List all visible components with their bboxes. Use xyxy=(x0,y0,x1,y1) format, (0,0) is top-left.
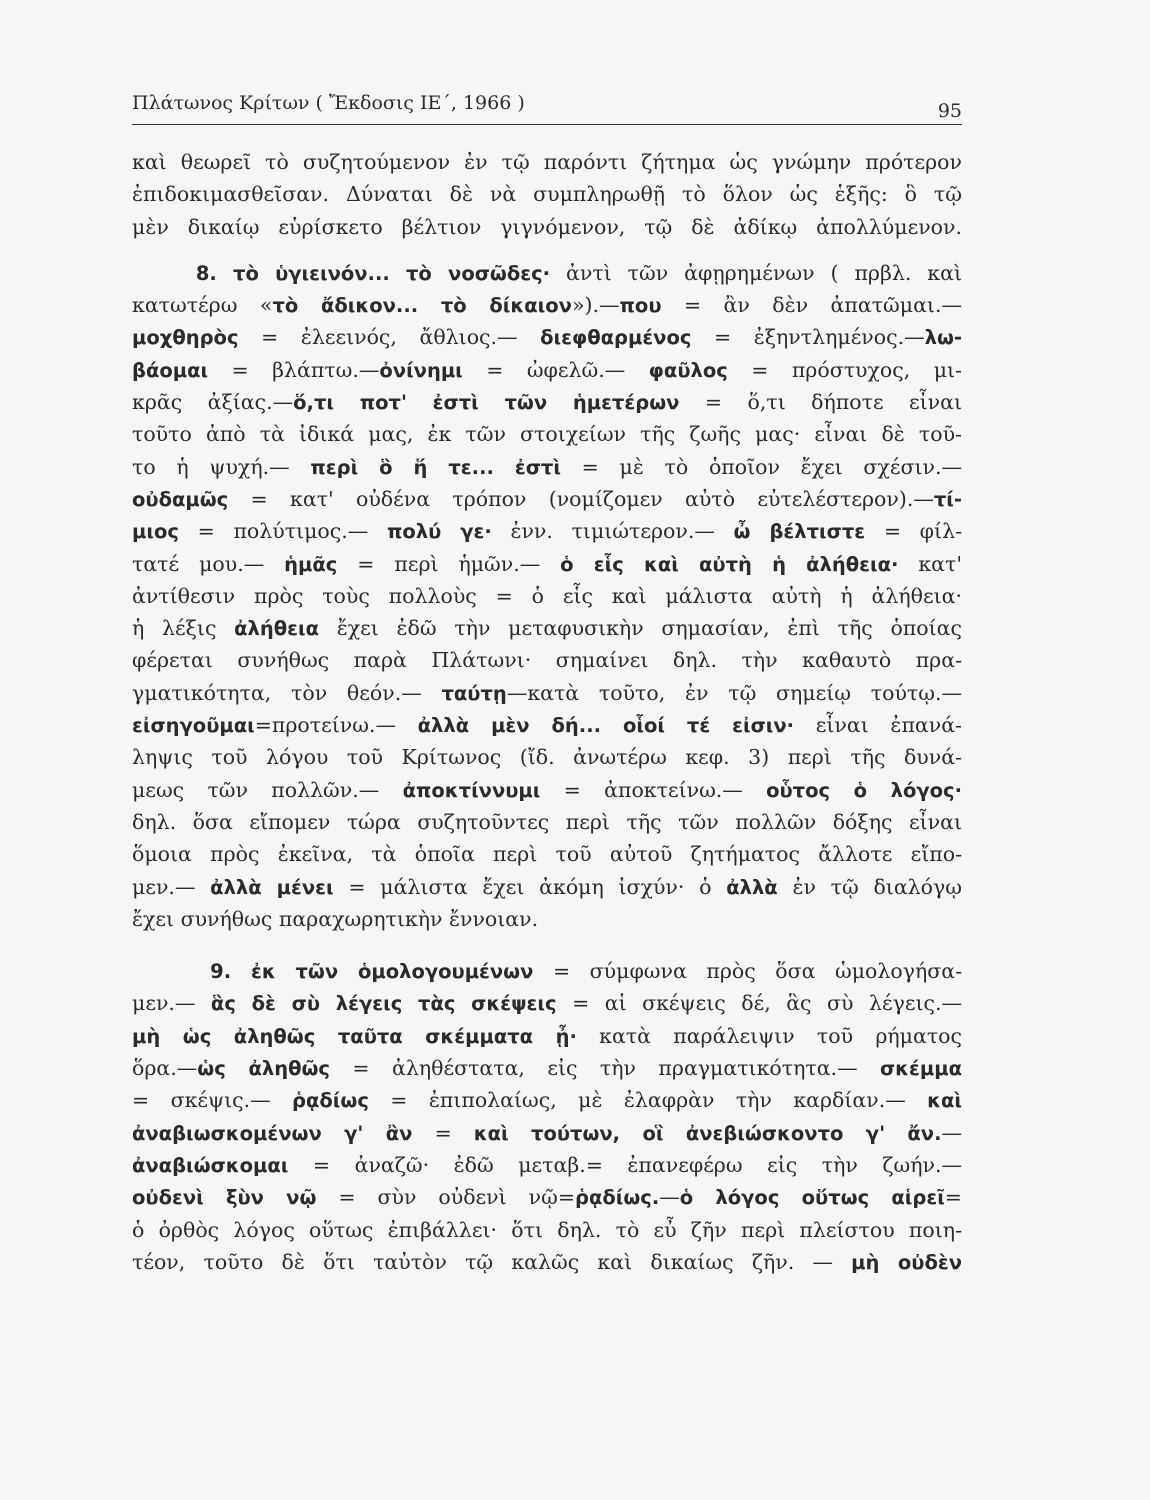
gloss-text: ἔχει ἐδῶ τὴν μεταφυσικὴν σημασίαν, ἐπὶ τῆς ὁποίας xyxy=(319,616,962,641)
gloss-text: = κατ' οὐδένα τρόπον (νομίζομεν αὐτὸ εὐτελέστερον).— xyxy=(228,486,934,511)
running-header xyxy=(132,88,962,125)
gloss-text: — xyxy=(941,1120,962,1145)
gloss-text: »).— xyxy=(571,293,620,318)
gloss-text: ὁ ὀρθὸς λόγος οὕτως ἐπιβάλλει· ὅτι δηλ. τὸ εὖ ζῆν περὶ πλείστου ποιη- xyxy=(132,1217,962,1242)
lemma-term: ἀλήθεια xyxy=(234,617,320,641)
lemma-term: ῥᾳδίως. xyxy=(575,1186,660,1210)
text-line xyxy=(132,903,962,935)
gloss-text xyxy=(132,959,210,983)
gloss-text: =προτείνω.— xyxy=(254,713,418,738)
gloss-text: το ἡ ψυχή.— xyxy=(132,454,311,479)
text-line xyxy=(132,257,962,289)
lemma-term: ῥᾳδίως xyxy=(292,1089,369,1113)
text-line xyxy=(132,146,962,178)
lemma-term: ταύτῃ xyxy=(441,681,507,705)
text-line xyxy=(132,211,962,243)
gloss-text: = ἐξηντλημένος.— xyxy=(691,325,925,350)
gloss-text: — xyxy=(659,1185,680,1210)
text-line xyxy=(132,838,962,870)
text-line xyxy=(132,987,962,1019)
text-line xyxy=(132,1117,962,1149)
running-title: Πλάτωνος Κρίτων ( Ἔκδοσις ΙΕ΄, 1966 ) xyxy=(132,92,525,114)
gloss-text: ἐνν. τιμιώτερον.— xyxy=(491,519,734,544)
text-line xyxy=(132,178,962,210)
gloss-text: = αἱ σκέψεις δέ, ἃς σὺ λέγεις.— xyxy=(556,991,962,1016)
gloss-text: = ἀληθέστατα, εἰς τὴν πραγματικότητα.— xyxy=(329,1056,880,1081)
text-line xyxy=(132,515,962,547)
gloss-text: κατωτέρω « xyxy=(132,293,273,318)
text-line xyxy=(132,386,962,418)
gloss-text: = σύμφωνα πρὸς ὅσα ὡμολογήσα- xyxy=(533,959,962,984)
gloss-text: = ὠφελῶ.— xyxy=(462,357,649,382)
lemma-term: ἀναβιωσκομένων γ' ἂν xyxy=(132,1121,413,1145)
gloss-text: = μάλιστα ἔχει ἀκόμη ἰσχύν· ὁ xyxy=(333,874,727,899)
gloss-text: ἐν τῷ διαλόγῳ xyxy=(777,874,962,899)
text-line xyxy=(132,1246,962,1278)
gloss-text: = πρόστυχος, μι- xyxy=(727,357,962,382)
text-line xyxy=(132,741,962,773)
gloss-text: ὅρα.— xyxy=(132,1056,198,1081)
lemma-term: ἃς δὲ σὺ λέγεις τὰς σκέψεις xyxy=(210,992,557,1016)
lemma-term: ὅ,τι ποτ' ἐστὶ τῶν ἡμετέρων xyxy=(293,391,680,415)
text-line xyxy=(132,321,962,353)
lemma-term: ὁ εἷς καὶ αὐτὴ ἡ ἀλήθεια· xyxy=(560,552,899,576)
lemma-term: οὐδενὶ ξὺν νῷ xyxy=(132,1186,317,1210)
gloss-text: = πολύτιμος.— xyxy=(178,519,387,544)
lemma-term: βάομαι xyxy=(132,358,209,382)
gloss-text: = ἐπιπολαίως, μὲ ἐλαφρὰν τὴν καρδίαν.— xyxy=(368,1088,928,1113)
lemma-term: καὶ τούτων, οἳ ἀνεβιώσκοντο γ' ἄν. xyxy=(473,1121,942,1145)
lemma-term: εἰσηγοῦμαι xyxy=(132,714,255,738)
gloss-text: ἡ λέξις xyxy=(132,616,235,641)
text-line xyxy=(132,1020,962,1052)
gloss-text: μὲν δικαίῳ εὑρίσκετο βέλτιον γιγνόμενον, τῷ δὲ ἀδίκῳ ἀπολλύμενον. xyxy=(132,214,962,239)
gloss-text: = xyxy=(412,1120,474,1145)
gloss-text: ληψις τοῦ λόγου τοῦ Κρίτωνος (ἴδ. ἀνωτέρω κεφ. 3) περὶ τῆς δυνά- xyxy=(132,745,962,770)
gloss-text: μεν.— xyxy=(132,874,211,899)
gloss-text: τοῦτο ἀπὸ τὰ ἰδικά μας, ἐκ τῶν στοιχείων τῆς ζωῆς μας· εἶναι δὲ τοῦ- xyxy=(132,422,962,447)
gloss-text: = ἀναζῶ· ἐδῶ μεταβ.= ἐπανεφέρω εἰς τὴν ζωήν.— xyxy=(288,1152,962,1177)
text-line xyxy=(132,677,962,709)
lemma-term: ἀναβιώσκομαι xyxy=(132,1153,289,1177)
gloss-text xyxy=(132,261,196,285)
gloss-text: ἀντὶ τῶν ἀφῃρημένων ( πρβλ. καὶ xyxy=(550,260,962,285)
lemma-term: μὴ ὡς ἀληθῶς ταῦτα σκέμματα ᾖ· xyxy=(132,1024,577,1048)
lemma-term: μοχθηρὸς xyxy=(132,326,239,350)
lemma-term: μὴ οὐδὲν xyxy=(851,1250,962,1274)
gloss-text: μεν.— xyxy=(132,991,211,1016)
gloss-text: δηλ. ὅσα εἴπομεν τώρα συζητοῦντες περὶ τῆς τῶν πολλῶν δόξης εἶναι xyxy=(132,809,962,834)
text-line xyxy=(132,483,962,515)
gloss-text: = μὲ τὸ ὁποῖον ἔχει σχέσιν.— xyxy=(560,454,962,479)
gloss-text: ἐπιδοκιμασθεῖσαν. Δύναται δὲ νὰ συμπληρωθῇ τὸ ὅλον ὡς ἑξῆς: ὃ τῷ xyxy=(132,182,962,207)
text-line xyxy=(132,451,962,483)
text-line xyxy=(132,1149,962,1181)
text-line xyxy=(132,289,962,321)
gloss-text: ἔχει συνήθως παραχωρητικὴν ἔννοιαν. xyxy=(132,906,539,931)
gloss-text: καὶ θεωρεῖ τὸ συζητούμενον ἐν τῷ παρόντι ζήτημα ὡς γνώμην πρότερον xyxy=(132,150,962,174)
lemma-term: τί- xyxy=(933,487,962,511)
text-line xyxy=(132,774,962,806)
text-line xyxy=(132,1181,962,1213)
lemma-term: λω- xyxy=(924,326,963,350)
commentary-text xyxy=(132,146,962,1278)
gloss-text: = ὅ,τι δήποτε εἶναι xyxy=(679,390,963,415)
text-line xyxy=(132,806,962,838)
lemma-term: ὀνίνημι xyxy=(379,358,463,382)
lemma-term: σκέμμα xyxy=(880,1057,962,1081)
text-line xyxy=(132,955,962,987)
text-line xyxy=(132,418,962,450)
text-line xyxy=(132,580,962,612)
lemma-term: ἀλλὰ μὲν δή... οἷοί τέ εἰσιν· xyxy=(417,714,795,738)
text-line xyxy=(132,612,962,644)
gloss-text: = ἀποκτείνω.— xyxy=(540,777,767,802)
lemma-term: ἡμᾶς xyxy=(284,552,338,576)
lemma-term: ὦ βέλτιστε xyxy=(733,520,866,544)
gloss-text: = φίλ- xyxy=(865,519,962,544)
lemma-term: που xyxy=(619,294,662,318)
lemma-term: περὶ ὃ ἥ τε... ἐστὶ xyxy=(310,455,561,479)
lemma-term: ἀλλὰ xyxy=(726,875,778,899)
lemma-term: ὁ λόγος οὕτως αἱρεῖ xyxy=(679,1186,945,1210)
gloss-text: κατὰ παράλειψιν τοῦ ρήματος xyxy=(576,1023,963,1048)
gloss-text: = ἂν δὲν ἀπατῶμαι.— xyxy=(661,293,962,318)
lemma-term: ἀποκτίννυμι xyxy=(402,778,541,802)
gloss-text: ὅμοια πρὸς ἐκεῖνα, τὰ ὁποῖα περὶ τοῦ αὐτοῦ ζητήματος ἄλλοτε εἴπο- xyxy=(132,842,962,867)
text-line xyxy=(132,1052,962,1084)
gloss-text: = περὶ ἡμῶν.— xyxy=(337,551,561,576)
lemma-term: ὡς ἀληθῶς xyxy=(197,1057,330,1081)
lemma-term: 9. ἐκ τῶν ὁμολογουμένων xyxy=(210,960,534,984)
page-number: 95 xyxy=(937,100,962,122)
lemma-term: πολύ γε· xyxy=(386,520,492,544)
gloss-text: φέρεται συνήθως παρὰ Πλάτωνι· σημαίνει δηλ. τὴν καθαυτὸ πρα- xyxy=(132,648,962,673)
gloss-text: —κατὰ τοῦτο, ἐν τῷ σημείῳ τούτῳ.— xyxy=(506,680,962,705)
lemma-term: διεφθαρμένος xyxy=(540,326,692,350)
gloss-text: = σὺν οὐδενὶ νῷ= xyxy=(316,1185,575,1210)
gloss-text: τατέ μου.— xyxy=(132,551,285,576)
text-line xyxy=(132,871,962,903)
gloss-text: = ἐλεεινός, ἄθλιος.— xyxy=(238,325,541,350)
gloss-text: εἶναι ἐπανά- xyxy=(794,713,962,738)
gloss-text: = xyxy=(944,1185,962,1210)
lemma-term: φαῦλος xyxy=(648,358,728,382)
gloss-text: τέον, τοῦτο δὲ ὅτι ταὐτὸν τῷ καλῶς καὶ δικαίως ζῆν. — xyxy=(132,1249,852,1274)
gloss-text: = σκέψις.— xyxy=(132,1088,293,1113)
text-line xyxy=(132,709,962,741)
text-line xyxy=(132,1084,962,1116)
text-line xyxy=(132,548,962,580)
gloss-text: = βλάπτω.— xyxy=(208,357,380,382)
text-line xyxy=(132,644,962,676)
lemma-term: ἀλλὰ μένει xyxy=(210,875,334,899)
text-line xyxy=(132,1214,962,1246)
lemma-term: οὐδαμῶς xyxy=(132,487,229,511)
lemma-term: 8. τὸ ὑγιεινόν... τὸ νοσῶδες· xyxy=(195,261,551,285)
lemma-term: τὸ ἄδικον... τὸ δίκαιον xyxy=(272,294,572,318)
gloss-text: κατ' xyxy=(898,551,963,576)
gloss-text: μεως τῶν πολλῶν.— xyxy=(132,777,403,802)
lemma-term: καὶ xyxy=(927,1089,962,1113)
gloss-text: κρᾶς ἀξίας.— xyxy=(132,390,294,415)
text-line xyxy=(132,354,962,386)
gloss-text: γματικότητα, τὸν θεόν.— xyxy=(132,680,442,705)
lemma-term: οὗτος ὁ λόγος· xyxy=(766,778,962,802)
gloss-text: ἀντίθεσιν πρὸς τοὺς πολλοὺς = ὁ εἷς καὶ μάλιστα αὐτὴ ἡ ἀλήθεια· xyxy=(132,583,962,608)
lemma-term: μιος xyxy=(132,520,179,544)
